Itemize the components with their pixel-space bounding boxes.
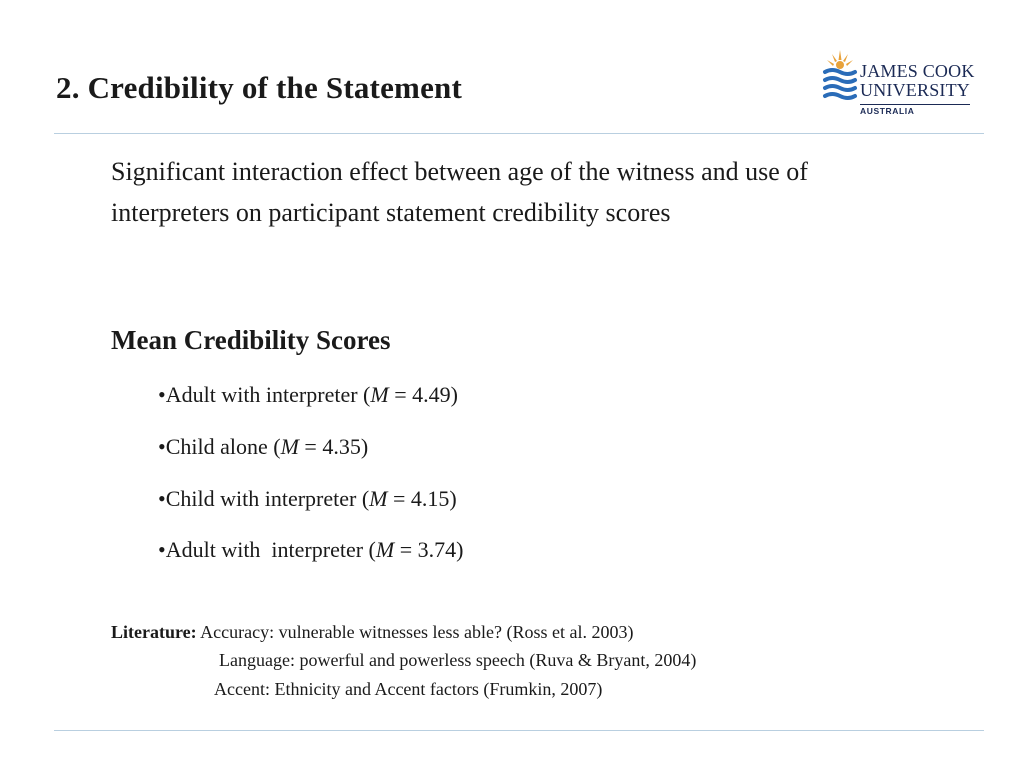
logo-line-1: JAMES COOK [860, 61, 975, 81]
header-divider [54, 133, 984, 134]
bullet-item: •Adult with interpreter (M = 4.49) [158, 382, 458, 407]
footer-divider [54, 730, 984, 731]
literature-line-3: Accent: Ethnicity and Accent factors (Frumkin, 2007) [214, 679, 603, 699]
section-heading: Mean Credibility Scores [111, 325, 391, 355]
bullet-item: •Child with interpreter (M = 4.15) [158, 486, 457, 511]
logo-emblem-icon [822, 48, 858, 108]
intro-paragraph: Significant interaction effect between age of the witness and use of interpreters on participant statement credibility scores [111, 157, 808, 227]
logo-wordmark [860, 62, 975, 116]
literature-line-1: Literature: Accuracy: vulnerable witnesses less able? (Ross et al. 2003) [111, 622, 634, 642]
bullet-item: •Adult with interpreter (M = 3.74) [158, 537, 464, 562]
slide-title: 2. Credibility of the Statement [56, 70, 462, 105]
literature-label: Literature: [111, 622, 197, 642]
literature-line-2: Language: powerful and powerless speech (Ruva & Bryant, 2004) [219, 650, 697, 670]
bullet-item: •Child alone (M = 4.35) [158, 434, 369, 459]
logo-line-2: UNIVERSITY [860, 80, 970, 100]
logo-line-3: AUSTRALIA [860, 104, 970, 116]
university-logo [822, 48, 978, 118]
